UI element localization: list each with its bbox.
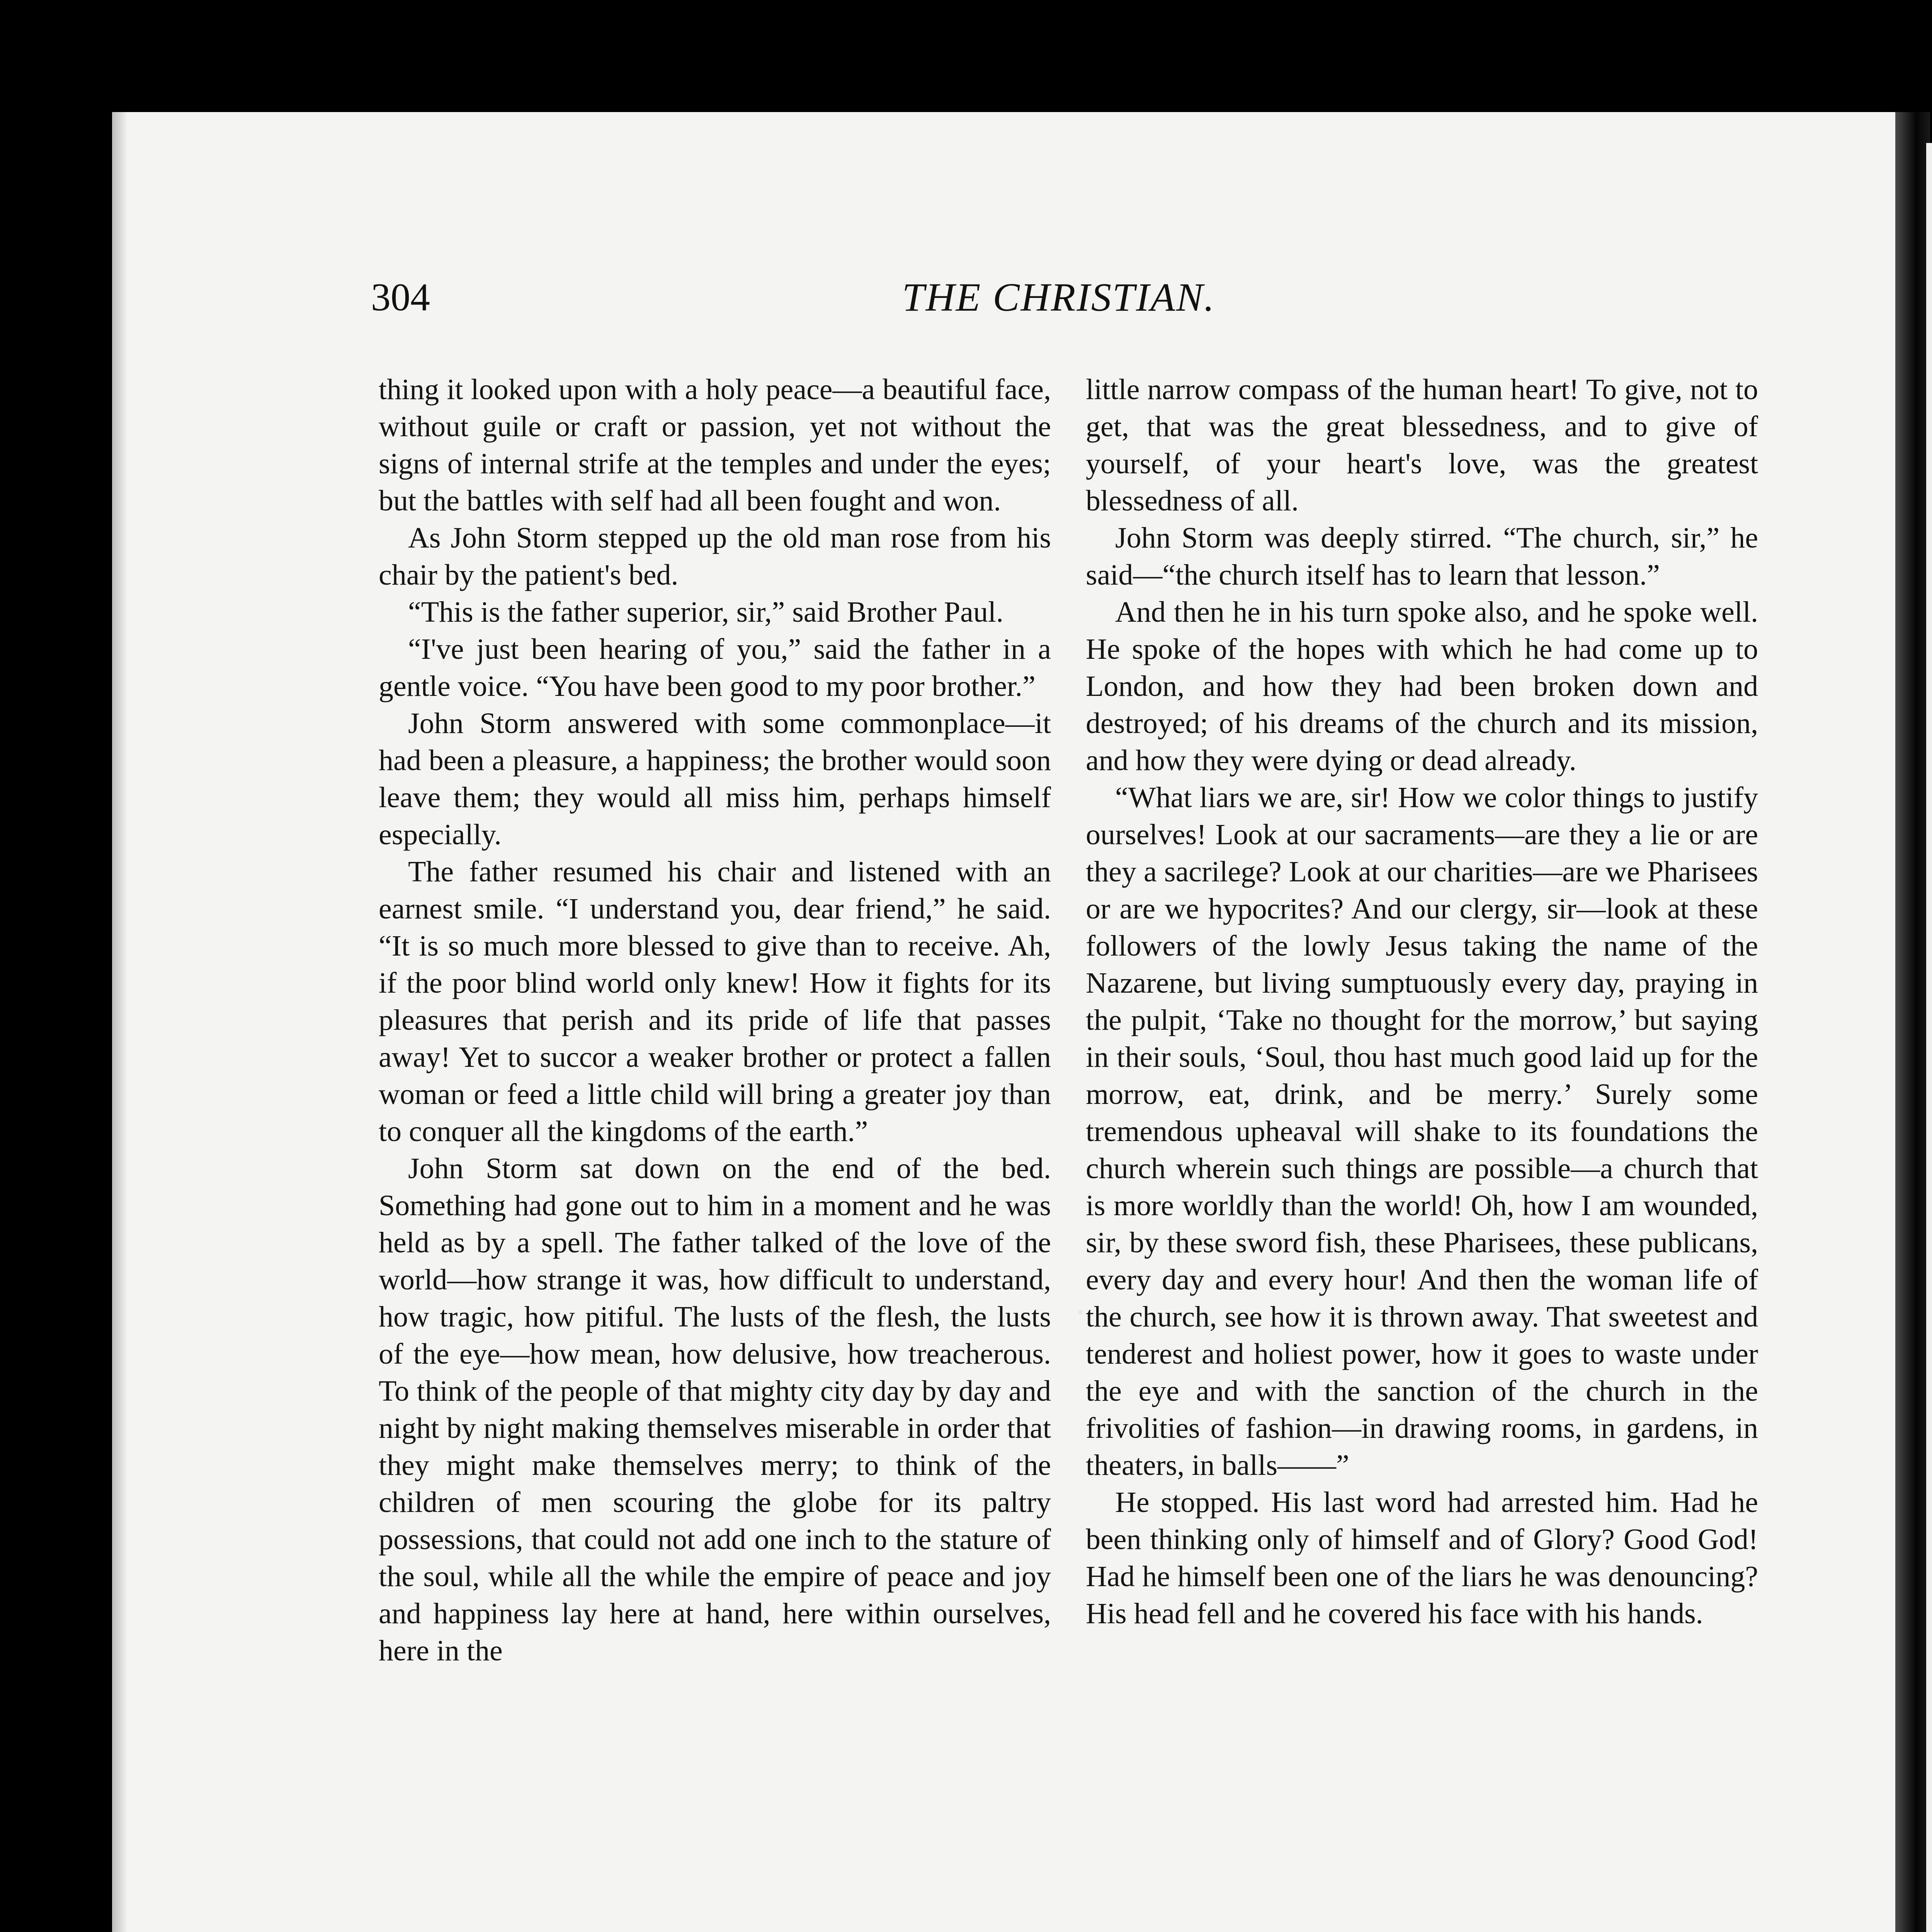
paragraph: And then he in his turn spoke also, and he spoke well. He spoke of the hopes with which he had come up to London, and how they had been broken down and destroyed; of his dreams of the church and its mission, and how they were dying or dead already. [1086, 596, 1758, 777]
paragraph: little narrow compass of the human heart! To give, not to get, that was the great blessedness, and to give of yourself, of your heart's love, was the greatest blessedness of all. [1086, 373, 1758, 517]
paragraph: “What liars we are, sir! How we color things to justify ourselves! Look at our sacraments—are they a lie or are they a sacrilege? Look at our charities—are we Pharisees or are we hypocrites? And our clergy, sir—look at these followers of the lowly Jesus taking the name of the Nazarene, but living sumptuously every day, praying in the pulpit, ‘Take no thought for the morrow,’ but saying in their souls, ‘Soul, thou hast much good laid up for the morrow, eat, drink, and be merry.’ Surely some tremendous upheaval will shake to its foundations the church wherein such things are possible—a church that is more worldly than the world! Oh, how I am wounded, sir, by these sword fish, these Pharisees, these publicans, every day and every hour! And then the woman life of the church, see how it is thrown away. That sweetest and tenderest and holiest power, how it goes to waste under the eye and with the sanction of the church in the frivolities of fashion—in drawing rooms, in gardens, in theaters, in balls——” [1086, 781, 1758, 1481]
paragraph: John Storm answered with some commonplace—it had been a pleasure, a happiness; the brother would soon leave them; they would all miss him, perhaps himself especially. [379, 707, 1051, 851]
paragraph: “This is the father superior, sir,” said Brother Paul. [408, 596, 1003, 628]
running-title: THE CHRISTIAN. [902, 275, 1216, 320]
right-column [1086, 371, 1758, 1632]
paragraph: John Storm sat down on the end of the bed. Something had gone out to him in a moment and he was held as by a spell. The father talked of the love of the world—how strange it was, how difficult to understand, how tragic, how pitiful. The lusts of the flesh, the lusts of the eye—how mean, how delusive, how treacherous. To think of the people of that mighty city day by day and night by night making themselves miserable in order that they might make themselves merry; to think of the children of men scouring the globe for its paltry possessions, that could not add one inch to the stature of the soul, while all the while the empire of peace and joy and happiness lay here at hand, here within ourselves, here in the [379, 1152, 1051, 1667]
page-header [371, 270, 1747, 325]
paragraph: He stopped. His last word had arrested him. Had he been thinking only of himself and of Glory? Good God! Had he himself been one of the liars he was denouncing? His head fell and he covered his face with his hands. [1086, 1486, 1758, 1630]
book-gutter [1895, 112, 1930, 1932]
page-left-shadow [112, 112, 128, 1932]
facing-page-edge [1926, 143, 1932, 1932]
paragraph: As John Storm stepped up the old man rose from his chair by the patient's bed. [379, 522, 1051, 591]
paragraph: John Storm was deeply stirred. “The church, sir,” he said—“the church itself has to learn that lesson.” [1086, 522, 1758, 591]
page-number: 304 [371, 276, 430, 319]
left-column [379, 371, 1051, 1669]
paragraph: The father resumed his chair and listened with an earnest smile. “I understand you, dear friend,” he said. “It is so much more blessed to give than to receive. Ah, if the poor blind world only knew! How it fights for its pleasures that perish and its pride of life that passes away! Yet to succor a weaker brother or protect a fallen woman or feed a little child will bring a greater joy than to conquer all the kingdoms of the earth.” [379, 855, 1051, 1148]
paragraph: thing it looked upon with a holy peace—a beautiful face, without guile or craft or passion, yet not without the signs of internal strife at the temples and under the eyes; but the battles with self had all been fought and won. [379, 373, 1051, 517]
paper-speck [1078, 1310, 1083, 1315]
paragraph: “I've just been hearing of you,” said the father in a gentle voice. “You have been good to my poor brother.” [379, 633, 1051, 702]
